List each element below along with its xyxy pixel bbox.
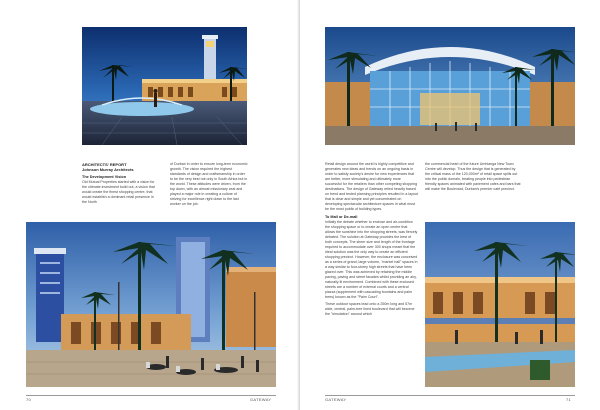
right-text-column-1 bbox=[325, 162, 418, 317]
right-col1-heading: To Mall or De-mall bbox=[325, 215, 358, 219]
right-col1-intro: Retail design around the world is highly competitive and generates new ideas and trends on an ongoing basis in order to satisfy society's desire for new experiences that are better, more stimulating and ultimately more successful for the retailers than other competing shopping destinations. The design of Gateway relied heavily based on trend and tested planning principles resulted in a layout that is clear and simple and yet concentrated on developing spectacular architecture spaces in what must be the most public of building types. bbox=[325, 162, 418, 211]
left-running-foot: GATEWAY bbox=[250, 397, 272, 402]
right-col1-body: Initially the debate whether to enclose and air-condition the shopping space or to create an open centre that allows the sunshine into the shopping streets, was fiercely debated. The solution at Gateway provides the best of both concepts. The sheer size and length of the frontage required to accommodate over 300 shops meant that the ideal solution was the only way to create an efficient shopping precinct. However, the enclosure was conceived as a series of grand, large volume, "market hall" spaces in a way similar to four-storey high streets that have been glazed over. This was achieved by retaining the middle paving, paving and street facades whilst providing an airy, naturally lit environment. Combined with these enclosed streets are a number of external courts and a central piazza (supplement with cascading fountains and palm trees) known as the "Palm Court". bbox=[325, 220, 418, 299]
left-col1-body: Old Mutual Properties started with a vision for the ultimate investment build out, a vision that would create the finest shopping centre, that would establish a dominant retail presence in the North bbox=[82, 180, 155, 205]
right-col1-tail: These outdoor spaces lead onto a 250m long and 57m wide, central, palm-tree lined boulevard that will become the "simulation" around which bbox=[325, 302, 415, 316]
left-page-number: 70 bbox=[26, 397, 32, 402]
photo-night-plaza bbox=[82, 27, 247, 145]
right-text-column-2 bbox=[425, 162, 521, 192]
right-col2-body: the commercial heart of the future Umhlanga New Town Centre will develop. Thus the design that is generated by the critical mass of the 120,000m² of retail space spills out into the public domain, treating people into pedestrian friendly spaces animated with pavement cafes and bars that will make the Boulevard, Durban's premier café precinct. bbox=[425, 162, 521, 191]
photo-palm-promenade bbox=[26, 222, 276, 387]
photo-glass-entrance bbox=[325, 27, 575, 145]
right-running-foot: GATEWAY bbox=[325, 397, 347, 402]
left-text-column-1 bbox=[82, 162, 158, 205]
right-page bbox=[300, 0, 600, 410]
left-footer-rule bbox=[26, 395, 276, 396]
right-page-number: 71 bbox=[566, 397, 572, 402]
photo-boulevard-cafes bbox=[425, 222, 575, 387]
report-title: ARCHITECTS' REPORT bbox=[82, 162, 127, 167]
report-author: Johnson Murray Architects bbox=[82, 167, 134, 173]
left-text-column-2 bbox=[170, 162, 248, 207]
left-col2-body: of Durban in order to ensure long-term economic growth. The vision required the highest standards of design and craftsmanship in order to be the very best not only in South Africa but in the world. These attitudes were driven, from the top down, with an almost missionary zeal and played a major role in creating a culture of striving for excellence right down to the last worker on the job. bbox=[170, 162, 248, 206]
right-footer-rule bbox=[325, 395, 575, 396]
section-heading: The Development Vision bbox=[82, 175, 127, 180]
